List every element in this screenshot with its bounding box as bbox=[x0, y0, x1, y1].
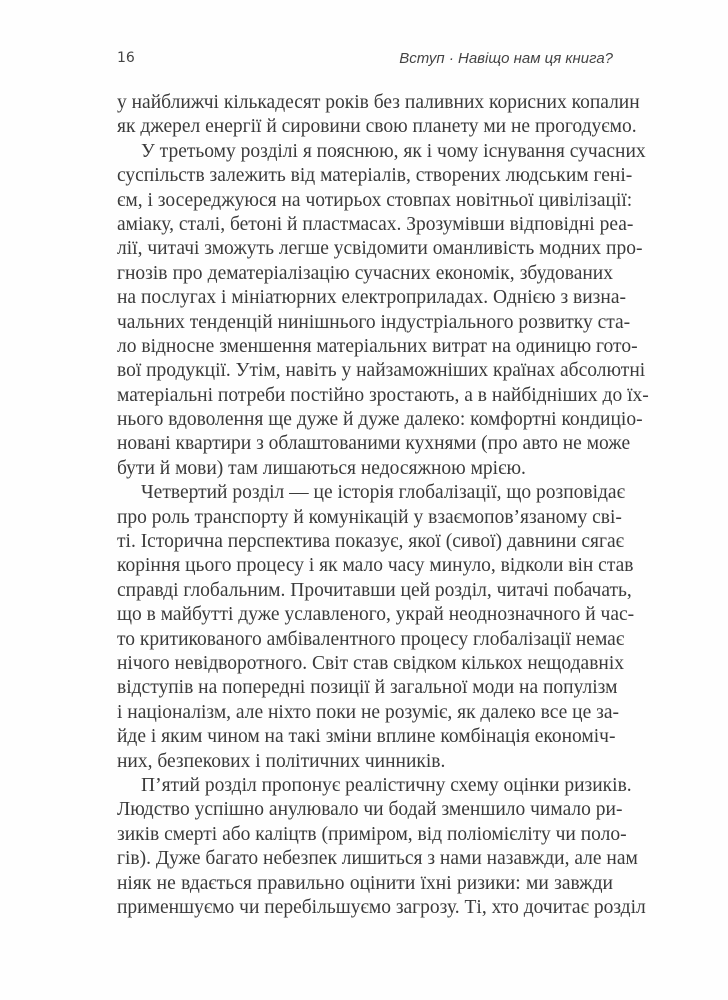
paragraph bbox=[117, 140, 649, 481]
text-line: новані квартири з облаштованими кухнями (про авто не може bbox=[117, 433, 631, 455]
text-line: відступів на попередні позиції й загальної моди на популізм bbox=[117, 677, 618, 699]
text-line: зиків смерті або каліцтв (приміром, від поліомієліту чи поло- bbox=[117, 823, 627, 845]
text-line: чальних тенденцій нинішнього індустріального розвитку ста- bbox=[117, 311, 631, 333]
text-line: аміаку, сталі, бетоні й пластмасах. Зрозумівши відповідні реа- bbox=[117, 213, 634, 235]
page-header bbox=[117, 50, 613, 72]
text-line: нього вдоволення ще дуже й дуже далеко: комфортні кондиціо- bbox=[117, 409, 643, 431]
text-line: що в майбутті дуже уславленого, украй неоднозначного й час- bbox=[117, 604, 635, 626]
text-line: применшуємо чи перебільшуємо загрозу. Ті, хто дочитає розділ bbox=[117, 896, 646, 918]
text-line: нічого невідворотного. Світ став свідком кількох нещодавніх bbox=[117, 652, 624, 674]
text-line: суспільств залежить від матеріалів, створених людським гені- bbox=[117, 165, 633, 187]
text-line: справді глобальним. Прочитавши цей розділ, читачі побачать, bbox=[117, 579, 632, 601]
text-line: як джерел енергії й сировини свою планету ми не прогодуємо. bbox=[117, 116, 637, 138]
text-line: Четвертий розділ — це історія глобалізації, що розповідає bbox=[141, 482, 625, 504]
text-line: П’ятий розділ пропонує реалістичну схему оцінки ризиків. bbox=[141, 774, 632, 796]
text-line: лії, читачі зможуть легше усвідомити оманливість модних про- bbox=[117, 238, 643, 260]
text-line: них, безпекових і політичних чинників. bbox=[117, 750, 446, 772]
text-line: бути й мови) там лишаються недосяжною мрією. bbox=[117, 457, 526, 479]
text-line: і націоналізм, але ніхто поки не розуміє, як далеко все це за- bbox=[117, 701, 620, 723]
text-line: єм, і зосереджуюся на чотирьох стовпах новітньої цивілізації: bbox=[117, 189, 633, 211]
text-line: йде і яким чином на такі зміни вплине комбінація економіч- bbox=[117, 726, 616, 748]
body-text bbox=[117, 91, 649, 920]
text-line: Людство успішно анулювало чи бодай зменшило чимало ри- bbox=[117, 799, 623, 821]
text-line: у найближчі кількадесят років без паливних корисних копалин bbox=[117, 92, 640, 113]
text-line: ло відносне зменшення матеріальних витрат на одиницю гото- bbox=[117, 335, 638, 357]
text-line: вої продукції. Утім, навіть у найзаможніших країнах абсолютні bbox=[117, 360, 646, 382]
text-line: про роль транспорту й комунікацій у взаємопов’язаному сві- bbox=[117, 506, 622, 528]
text-line: матеріальні потреби постійно зростають, а в найбідніших до їх- bbox=[117, 384, 649, 406]
paragraph bbox=[117, 481, 635, 774]
text-line: У третьому розділі я пояснюю, як і чому існування сучасних bbox=[141, 140, 646, 162]
paragraph bbox=[117, 774, 646, 920]
text-line: коріння цього процесу і як мало часу минуло, відколи він став bbox=[117, 555, 634, 577]
page-number: 16 bbox=[117, 50, 135, 66]
text-line: гнозів про дематеріалізацію сучасних економік, збудованих bbox=[117, 262, 613, 284]
running-title: Вступ · Навіщо нам ця книга? bbox=[399, 50, 613, 67]
text-line: гів). Дуже багато небезпек лишиться з нами назавжди, але нам bbox=[117, 848, 638, 870]
text-line: то критикованого амбівалентного процесу глобалізації немає bbox=[117, 628, 625, 650]
text-line: на послугах і мініатюрних електроприладах. Однією з визна- bbox=[117, 287, 626, 309]
paragraph bbox=[117, 91, 640, 140]
text-line: ніяк не вдається правильно оцінити їхні ризики: ми завжди bbox=[117, 872, 613, 894]
text-line: ті. Історична перспектива показує, якої (сивої) давнини сягає bbox=[117, 531, 624, 553]
